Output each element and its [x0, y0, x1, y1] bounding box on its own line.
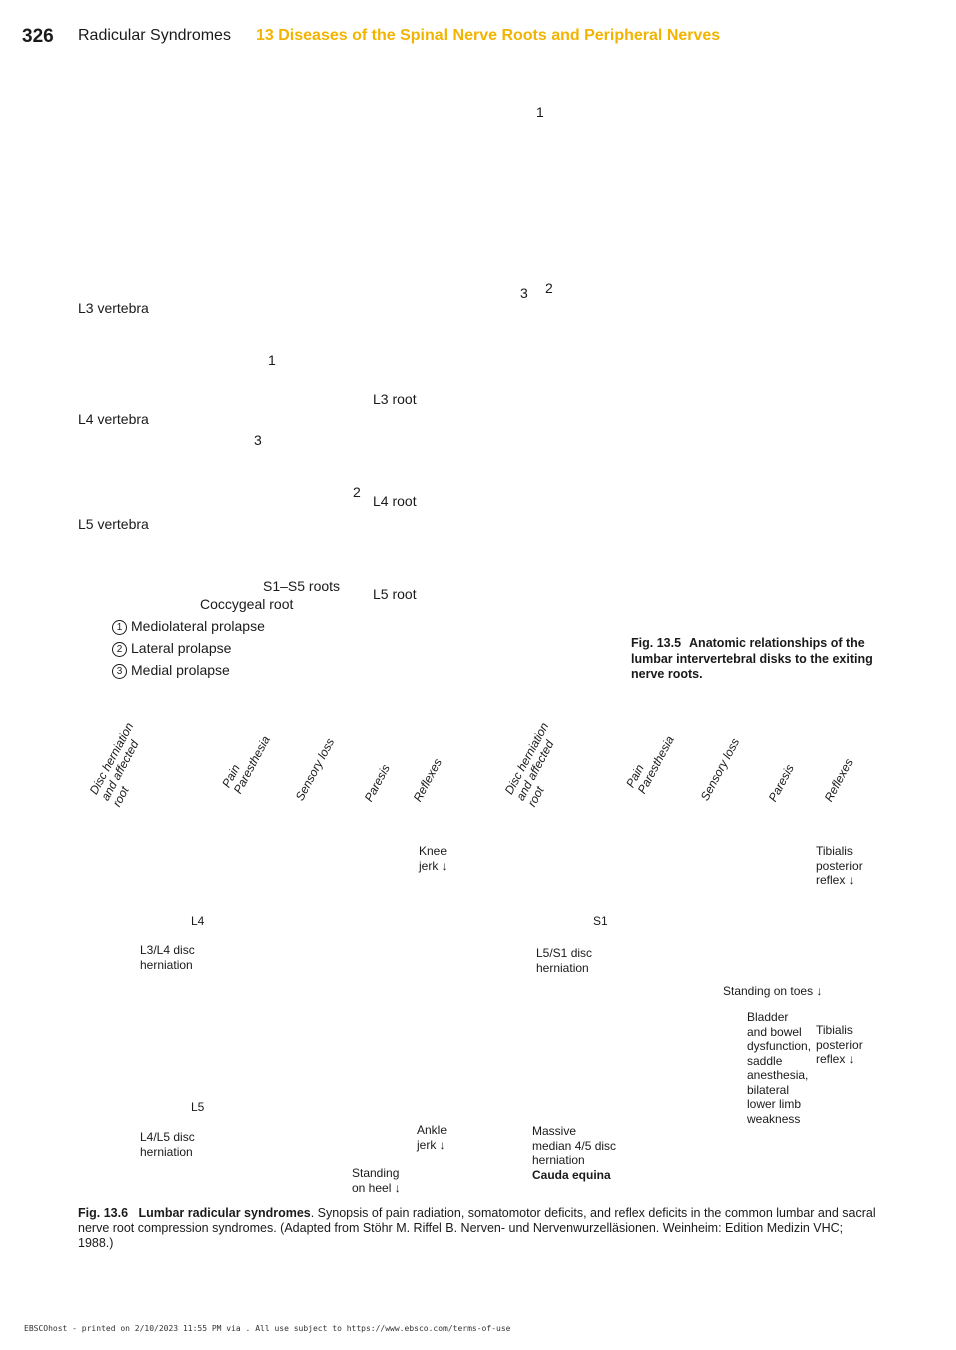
legend-text: Mediolateral prolapse	[131, 618, 265, 634]
label-l3-l4-disc: L3/L4 disc herniation	[140, 943, 195, 972]
caption-number: Fig. 13.6	[78, 1206, 129, 1220]
label-mid-3: 3	[254, 432, 262, 448]
legend-number: 2	[112, 642, 127, 657]
label-standing-on-toes: Standing on toes ↓	[723, 984, 823, 998]
legend-item	[112, 640, 231, 657]
label-top-1: 1	[536, 104, 544, 120]
label-top-2: 2	[545, 280, 553, 296]
header-sensory-left: Sensory loss	[292, 735, 338, 803]
header-paresis-right: Paresis	[765, 762, 797, 804]
label-s1: S1	[593, 914, 608, 928]
label-tibialis-posterior-1: Tibialis posterior reflex ↓	[816, 844, 863, 887]
label-l3-vertebra: L3 vertebra	[78, 300, 149, 316]
header-disc-herniation-right: Disc herniation and affected root	[501, 720, 557, 809]
section-title: Radicular Syndromes	[78, 27, 231, 44]
label-l4-root: L4 root	[373, 493, 417, 509]
label-ankle-jerk: Ankle jerk ↓	[417, 1123, 448, 1152]
header-pain-right: Pain Paresthesia	[623, 733, 677, 796]
label-cauda-equina: Cauda equina	[532, 1168, 611, 1182]
page-number: 326	[22, 26, 54, 47]
figure-13-5-caption	[631, 636, 891, 683]
label-s1-s5-roots: S1–S5 roots	[263, 578, 341, 594]
label-l5-s1-disc: L5/S1 disc herniation	[536, 946, 593, 975]
header-pain-left: Pain Paresthesia	[219, 733, 273, 796]
label-l5-root: L5 root	[373, 586, 417, 602]
label-massive-herniation: Massive median 4/5 disc herniation	[532, 1124, 617, 1167]
caption-number: Fig. 13.5	[631, 636, 682, 650]
label-mid-1: 1	[268, 352, 276, 368]
label-tibialis-posterior-2: Tibialis posterior reflex ↓	[816, 1023, 863, 1066]
header-sensory-right: Sensory loss	[697, 735, 743, 803]
print-footer: EBSCOhost - printed on 2/10/2023 11:55 PM via . All use subject to https://www.ebsco.com/terms-of-use	[24, 1324, 511, 1333]
label-l5: L5	[191, 1100, 205, 1114]
figure-13-6-caption	[78, 1206, 878, 1251]
label-mid-2: 2	[353, 484, 361, 500]
label-l4: L4	[191, 914, 205, 928]
label-knee-jerk: Knee jerk ↓	[419, 844, 448, 873]
label-bladder-bowel: Bladder and bowel dysfunction, saddle anesthesia, bilateral lower limb weakness	[747, 1010, 812, 1126]
label-top-3: 3	[520, 285, 528, 301]
label-l4-vertebra: L4 vertebra	[78, 411, 149, 427]
legend-text: Lateral prolapse	[131, 640, 232, 656]
legend-number: 1	[112, 620, 127, 635]
label-l4-l5-disc: L4/L5 disc herniation	[140, 1130, 195, 1159]
label-coccygeal-root: Coccygeal root	[200, 596, 294, 612]
legend-text: Medial prolapse	[131, 662, 230, 678]
header-paresis-left: Paresis	[361, 762, 393, 804]
header-reflexes-right: Reflexes	[821, 756, 856, 804]
caption-text: . Synopsis of pain radiation, somatomotor deficits, and reflex deficits in the common lumbar and sacral nerve root compression syndromes. (Adapted from Stöhr M. Riffel B. Nerven- und Nervenwurzelläsionen. Weinheim: Edition Medizin VHC; 1988.)	[78, 1206, 876, 1250]
label-l3-root: L3 root	[373, 391, 417, 407]
header-disc-herniation-left: Disc herniation and affected root	[86, 720, 142, 809]
legend-item	[112, 662, 230, 679]
chapter-title: 13 Diseases of the Spinal Nerve Roots and Peripheral Nerves	[256, 27, 721, 44]
header-reflexes-left: Reflexes	[410, 756, 445, 804]
label-l5-vertebra: L5 vertebra	[78, 516, 149, 532]
caption-text: Anatomic relationships of the lumbar intervertebral disks to the exiting nerve roots.	[631, 636, 873, 681]
caption-title: Lumbar radicular syndromes	[138, 1206, 311, 1220]
legend-number: 3	[112, 664, 127, 679]
legend-item	[112, 618, 265, 635]
label-standing-on-heel: Standing on heel ↓	[352, 1166, 401, 1195]
